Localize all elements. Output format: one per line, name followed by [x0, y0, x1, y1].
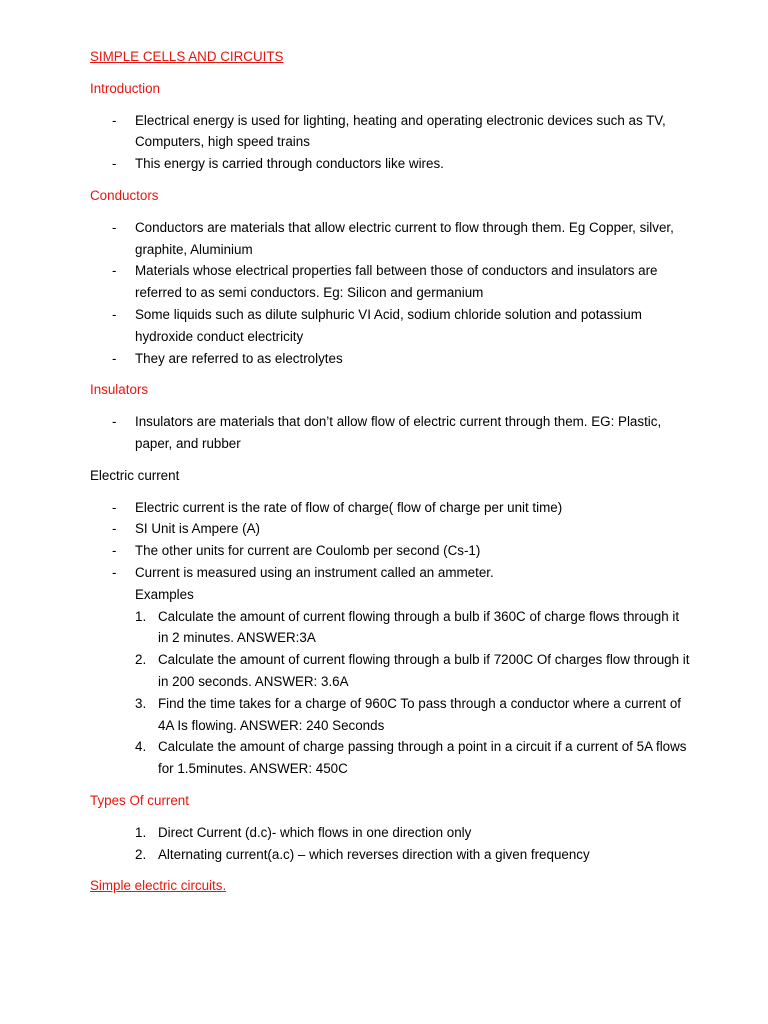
- number-marker: 2.: [135, 652, 147, 668]
- dash-marker: -: [112, 156, 117, 172]
- list-item: 4. Calculate the amount of charge passing through a point in a circuit if a current of 5A flows for 1.5minutes. ANSWER: 450C: [90, 736, 690, 780]
- dash-marker: -: [112, 499, 117, 515]
- list-item: - Materials whose electrical properties fall between those of conductors and insulators are referred to as semi conductors. Eg: Silicon and germanium: [90, 260, 690, 304]
- document-title: SIMPLE CELLS AND CIRCUITS: [90, 49, 284, 64]
- dash-marker: -: [112, 350, 117, 366]
- dash-list: [90, 497, 690, 584]
- dash-list: [90, 411, 690, 455]
- dash-marker: -: [112, 414, 117, 430]
- list-item: - Some liquids such as dilute sulphuric VI Acid, sodium chloride solution and potassium hydroxide conduct electricity: [90, 304, 690, 348]
- list-item: - They are referred to as electrolytes: [90, 348, 690, 370]
- dash-marker: -: [112, 564, 117, 580]
- section-heading-simple-circuits: Simple electric circuits.: [90, 878, 227, 894]
- dash-marker: -: [112, 543, 117, 559]
- section-conductors: [90, 185, 690, 369]
- examples-label: Examples: [135, 586, 194, 602]
- dash-list: [90, 110, 690, 175]
- list-item: - SI Unit is Ampere (A): [90, 518, 690, 540]
- list-item: 1. Direct Current (d.c)- which flows in one direction only: [90, 822, 690, 844]
- list-item: 2. Calculate the amount of current flowing through a bulb if 7200C Of charges flow through it in 200 seconds. ANSWER: 3.6A: [90, 649, 690, 693]
- dash-marker: -: [112, 306, 117, 322]
- list-item: - Electrical energy is used for lighting, heating and operating electronic devices such as TV, Computers, high speed trains: [90, 110, 690, 154]
- dash-list: [90, 217, 690, 370]
- dash-marker: -: [112, 112, 117, 128]
- section-insulators: [90, 379, 690, 454]
- list-item: - This energy is carried through conductors like wires.: [90, 153, 690, 175]
- number-marker: 1.: [135, 824, 147, 840]
- dash-marker: -: [112, 521, 117, 537]
- section-types-of-current: [90, 790, 690, 865]
- section-introduction: [90, 78, 690, 175]
- section-heading: Introduction: [90, 80, 160, 96]
- section-heading: Insulators: [90, 382, 149, 398]
- list-item: 2. Alternating current(a.c) – which reverses direction with a given frequency: [90, 844, 690, 866]
- examples-list: [90, 606, 690, 780]
- list-item: - The other units for current are Coulomb per second (Cs-1): [90, 540, 690, 562]
- dash-marker: -: [112, 263, 117, 279]
- numbered-list: [90, 822, 690, 866]
- list-item: - Electric current is the rate of flow of charge( flow of charge per unit time): [90, 497, 690, 519]
- section-heading: Types Of current: [90, 792, 189, 808]
- number-marker: 3.: [135, 695, 147, 711]
- section-heading: Electric current: [90, 467, 180, 483]
- list-item: - Conductors are materials that allow electric current to flow through them. Eg Copper, silver, graphite, Aluminium: [90, 217, 690, 261]
- document-page: [90, 46, 690, 907]
- list-item: 1. Calculate the amount of current flowing through a bulb if 360C of charge flows through it in 2 minutes. ANSWER:3A: [90, 606, 690, 650]
- list-item: 3. Find the time takes for a charge of 960C To pass through a conductor where a current of 4A Is flowing. ANSWER: 240 Seconds: [90, 693, 690, 737]
- number-marker: 2.: [135, 846, 147, 862]
- dash-marker: -: [112, 219, 117, 235]
- list-item: - Current is measured using an instrument called an ammeter.: [90, 562, 690, 584]
- number-marker: 1.: [135, 608, 147, 624]
- section-heading: Conductors: [90, 187, 159, 203]
- section-electric-current: [90, 465, 690, 780]
- number-marker: 4.: [135, 739, 147, 755]
- list-item: - Insulators are materials that don’t allow flow of electric current through them. EG: Plastic, paper, and rubber: [90, 411, 690, 455]
